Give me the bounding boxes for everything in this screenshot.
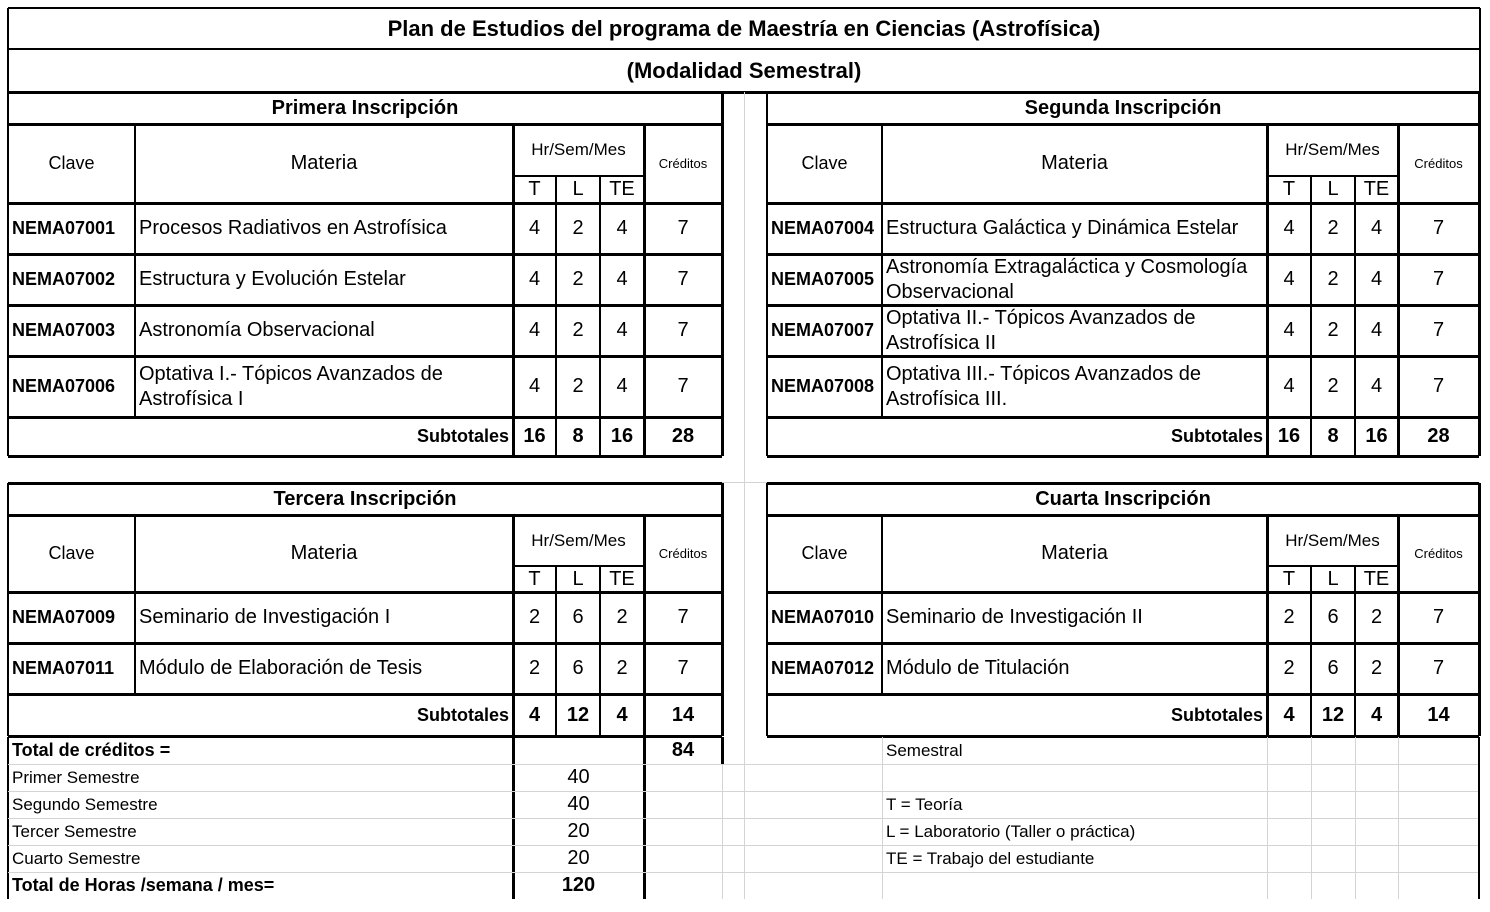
l-header: L: [1327, 178, 1339, 200]
table-rule: [599, 566, 601, 736]
table-rule: [1478, 92, 1481, 456]
clave-header: Clave: [48, 543, 95, 563]
subtotal-t: 16: [1277, 425, 1301, 447]
course-name: Astronomía Extragaláctica y Cosmología Observacional: [886, 255, 1248, 303]
hours-l: 6: [572, 606, 584, 628]
table-rule: [766, 92, 768, 456]
course-credits: 7: [1432, 657, 1445, 679]
hours-l: 2: [572, 319, 584, 341]
table-rule: [882, 737, 883, 899]
course-name: Módulo de Elaboración de Tesis: [139, 657, 423, 679]
hours-te: 2: [616, 657, 628, 679]
materia-header: Materia: [290, 152, 358, 174]
table-rule: [8, 91, 722, 94]
semester-label: Tercer Semestre: [12, 821, 137, 841]
hours-t: 2: [1283, 606, 1295, 628]
table-rule: [643, 515, 646, 736]
course-credits: 7: [677, 268, 689, 290]
table-rule: [7, 92, 9, 456]
table-rule: [555, 566, 557, 736]
table-rule: [8, 455, 722, 458]
semester-label: Cuarto Semestre: [12, 848, 141, 868]
hours-l: 2: [1327, 268, 1339, 290]
subtotal-label: Subtotales: [1170, 426, 1263, 446]
hours-te: 4: [1370, 217, 1383, 239]
table-rule: [8, 123, 722, 126]
table-rule: [767, 202, 1479, 205]
table-rule: [744, 791, 1480, 792]
creditos-header: Créditos: [658, 156, 708, 171]
study-plan-grid: [8, 8, 1480, 899]
materia-header: Materia: [1041, 152, 1108, 174]
course-code: NEMA07011: [12, 658, 115, 678]
subtotal-credits: 28: [1427, 425, 1450, 447]
table-rule: [8, 514, 722, 517]
hours-header: Hr/Sem/Mes: [531, 530, 626, 550]
semester-label: Primer Semestre: [12, 767, 140, 787]
table-rule: [8, 7, 1480, 9]
table-rule: [767, 91, 1479, 94]
table-rule: [8, 845, 744, 846]
subtotal-l: 8: [1327, 425, 1339, 447]
course-credits: 7: [1432, 375, 1445, 397]
total-hours-value: 120: [561, 874, 596, 896]
semester-hours: 20: [567, 820, 590, 842]
hours-header: Hr/Sem/Mes: [1285, 140, 1380, 159]
table-rule: [8, 482, 722, 485]
table-rule: [744, 872, 1480, 873]
course-code: NEMA07005: [771, 269, 875, 289]
table-rule: [8, 304, 722, 307]
table-rule: [1354, 176, 1356, 456]
course-credits: 7: [1432, 217, 1445, 239]
hours-t: 4: [528, 375, 541, 397]
table-rule: [1478, 737, 1480, 899]
total-hours-label: Total de Horas /semana / mes=: [12, 875, 275, 895]
creditos-header: Créditos: [1414, 546, 1463, 561]
course-code: NEMA07006: [12, 376, 116, 396]
hours-l: 2: [1327, 375, 1339, 397]
subtotal-label: Subtotales: [416, 704, 509, 725]
course-name: Estructura Galáctica y Dinámica Estelar: [886, 217, 1239, 239]
table-rule: [767, 123, 1479, 126]
table-rule: [1478, 483, 1481, 736]
table-rule: [1311, 737, 1312, 899]
table-rule: [1310, 176, 1312, 456]
table-rule: [7, 483, 9, 736]
legend-l: L = Laboratorio (Taller o práctica): [886, 821, 1136, 841]
legend-semestral: Semestral: [886, 740, 963, 760]
table-rule: [1266, 124, 1269, 456]
course-credits: 7: [677, 319, 689, 341]
block-title: Primera Inscripción: [271, 96, 459, 119]
legend-te: TE = Trabajo del estudiante: [886, 848, 1095, 868]
table-rule: [513, 565, 644, 567]
table-rule: [8, 253, 722, 256]
subtotal-label: Subtotales: [1170, 704, 1263, 725]
table-rule: [134, 515, 136, 694]
course-name: Estructura y Evolución Estelar: [139, 268, 406, 290]
table-rule: [1266, 515, 1269, 736]
table-rule: [767, 642, 1479, 645]
table-rule: [766, 483, 768, 736]
table-rule: [8, 818, 744, 819]
table-rule: [767, 693, 1479, 696]
course-credits: 7: [677, 217, 689, 239]
course-name: Seminario de Investigación I: [139, 606, 391, 628]
creditos-header: Créditos: [1414, 156, 1463, 171]
block-title: Tercera Inscripción: [273, 487, 457, 510]
hours-header: Hr/Sem/Mes: [1285, 530, 1380, 550]
hours-te: 4: [616, 319, 628, 341]
subtotal-t: 4: [528, 703, 541, 726]
course-name: Optativa III.- Tópicos Avanzados de Astrofísica III.: [886, 362, 1201, 410]
te-header: TE: [609, 567, 635, 590]
table-rule: [8, 872, 744, 873]
t-header: T: [528, 178, 541, 200]
table-rule: [767, 482, 1479, 485]
hours-te: 2: [1370, 657, 1383, 679]
hours-t: 4: [1283, 268, 1295, 290]
table-rule: [8, 202, 722, 205]
t-header: T: [528, 567, 541, 590]
hours-te: 2: [1370, 606, 1383, 628]
table-rule: [8, 591, 722, 594]
semester-hours: 40: [567, 766, 590, 788]
table-rule: [1267, 737, 1268, 899]
creditos-header: Créditos: [658, 546, 708, 561]
table-rule: [1267, 175, 1398, 177]
hours-te: 2: [616, 606, 628, 628]
hours-t: 4: [528, 268, 541, 290]
hours-t: 2: [528, 606, 541, 628]
course-credits: 7: [677, 375, 689, 397]
subtotal-t: 16: [523, 425, 546, 447]
table-rule: [1479, 8, 1481, 92]
subtotal-te: 16: [1365, 425, 1388, 447]
subtotal-t: 4: [1283, 703, 1295, 726]
table-rule: [767, 514, 1479, 517]
course-credits: 7: [1432, 319, 1445, 341]
table-rule: [721, 92, 724, 456]
subtotal-l: 12: [566, 703, 590, 726]
course-code: NEMA07001: [12, 218, 116, 238]
table-rule: [1354, 566, 1356, 736]
semester-label: Segundo Semestre: [12, 794, 158, 814]
table-rule: [134, 124, 136, 417]
page-title: Plan de Estudios del programa de Maestría en Ciencias (Astrofísica): [387, 15, 1101, 41]
hours-t: 4: [1283, 319, 1295, 341]
subtotal-credits: 14: [671, 703, 695, 726]
course-code: NEMA07010: [771, 607, 875, 627]
course-name: Optativa II.- Tópicos Avanzados de Astrofísica II: [886, 306, 1196, 354]
clave-header: Clave: [48, 153, 95, 173]
clave-header: Clave: [801, 543, 848, 563]
table-rule: [767, 253, 1479, 256]
hours-te: 4: [1370, 268, 1383, 290]
course-code: NEMA07007: [771, 320, 875, 340]
table-rule: [8, 48, 1480, 50]
l-header: L: [572, 567, 584, 590]
hours-l: 2: [1327, 319, 1339, 341]
table-rule: [767, 355, 1479, 358]
hours-te: 4: [616, 217, 628, 239]
semester-hours: 20: [567, 847, 590, 869]
table-rule: [1397, 515, 1400, 736]
hours-te: 4: [1370, 375, 1383, 397]
course-name: Seminario de Investigación II: [886, 606, 1143, 628]
hours-l: 6: [1327, 657, 1339, 679]
table-rule: [722, 764, 723, 899]
hours-l: 6: [572, 657, 584, 679]
clave-header: Clave: [801, 153, 848, 173]
table-rule: [744, 92, 745, 737]
table-rule: [767, 416, 1479, 419]
table-rule: [8, 693, 722, 696]
course-credits: 7: [1432, 606, 1445, 628]
course-code: NEMA07002: [12, 269, 116, 289]
hours-t: 2: [1283, 657, 1295, 679]
course-name: Astronomía Observacional: [139, 319, 375, 341]
materia-header: Materia: [290, 542, 358, 564]
course-code: NEMA07003: [12, 320, 116, 340]
table-rule: [1310, 566, 1312, 736]
hours-l: 2: [572, 375, 584, 397]
table-rule: [8, 764, 744, 765]
course-credits: 7: [1432, 268, 1445, 290]
t-header: T: [1282, 178, 1296, 200]
course-credits: 7: [677, 657, 689, 679]
hours-te: 4: [616, 268, 628, 290]
t-header: T: [1282, 567, 1296, 590]
subtotal-te: 4: [1370, 703, 1383, 726]
block-title: Segunda Inscripción: [1024, 96, 1222, 119]
hours-t: 2: [528, 657, 541, 679]
semester-hours: 40: [567, 793, 590, 815]
table-rule: [7, 8, 9, 92]
hours-header: Hr/Sem/Mes: [531, 140, 626, 159]
table-rule: [1355, 737, 1356, 899]
table-rule: [1397, 124, 1400, 456]
table-rule: [513, 175, 644, 177]
legend-t: T = Teoría: [886, 794, 963, 814]
table-rule: [8, 791, 744, 792]
table-rule: [512, 515, 515, 736]
te-header: TE: [1363, 178, 1390, 200]
hours-t: 4: [1283, 217, 1295, 239]
table-rule: [721, 737, 724, 764]
total-credits-value: 84: [671, 739, 695, 761]
table-rule: [1267, 565, 1398, 567]
page-subtitle: (Modalidad Semestral): [626, 57, 862, 83]
course-name: Optativa I.- Tópicos Avanzados de Astrofísica I: [139, 362, 443, 410]
course-code: NEMA07008: [771, 376, 875, 396]
course-code: NEMA07004: [771, 218, 875, 238]
te-header: TE: [1363, 567, 1390, 590]
hours-t: 4: [528, 319, 541, 341]
total-credits-label: Total de créditos =: [12, 740, 171, 760]
course-credits: 7: [677, 606, 689, 628]
hours-l: 2: [1327, 217, 1339, 239]
table-rule: [767, 591, 1479, 594]
hours-te: 4: [1370, 319, 1383, 341]
subtotal-te: 4: [616, 703, 628, 726]
hours-l: 2: [572, 268, 584, 290]
hours-l: 2: [572, 217, 584, 239]
subtotal-label: Subtotales: [416, 426, 509, 446]
course-name: Módulo de Titulación: [886, 657, 1070, 679]
table-rule: [721, 483, 724, 736]
hours-t: 4: [1283, 375, 1295, 397]
subtotal-credits: 14: [1427, 703, 1450, 726]
table-rule: [8, 416, 722, 419]
course-code: NEMA07009: [12, 607, 116, 627]
table-rule: [1398, 737, 1399, 899]
subtotal-credits: 28: [671, 425, 695, 447]
block-title: Cuarta Inscripción: [1035, 487, 1211, 510]
course-name: Procesos Radiativos en Astrofísica: [139, 217, 447, 239]
subtotal-l: 12: [1321, 703, 1345, 726]
hours-l: 6: [1327, 606, 1339, 628]
l-header: L: [572, 178, 584, 200]
table-rule: [744, 818, 1480, 819]
l-header: L: [1327, 567, 1339, 590]
materia-header: Materia: [1041, 542, 1108, 564]
table-rule: [744, 845, 1480, 846]
table-rule: [8, 642, 722, 645]
course-code: NEMA07012: [771, 658, 875, 678]
subtotal-l: 8: [572, 425, 584, 447]
table-rule: [8, 355, 722, 358]
table-rule: [767, 455, 1479, 458]
table-rule: [767, 304, 1479, 307]
table-rule: [881, 515, 883, 694]
hours-te: 4: [616, 375, 628, 397]
table-rule: [599, 176, 601, 456]
hours-t: 4: [528, 217, 541, 239]
table-rule: [555, 176, 557, 456]
table-rule: [881, 124, 883, 417]
table-rule: [643, 124, 646, 456]
subtotal-te: 16: [610, 425, 634, 447]
table-rule: [744, 764, 1480, 765]
table-rule: [512, 124, 515, 456]
te-header: TE: [609, 178, 635, 200]
